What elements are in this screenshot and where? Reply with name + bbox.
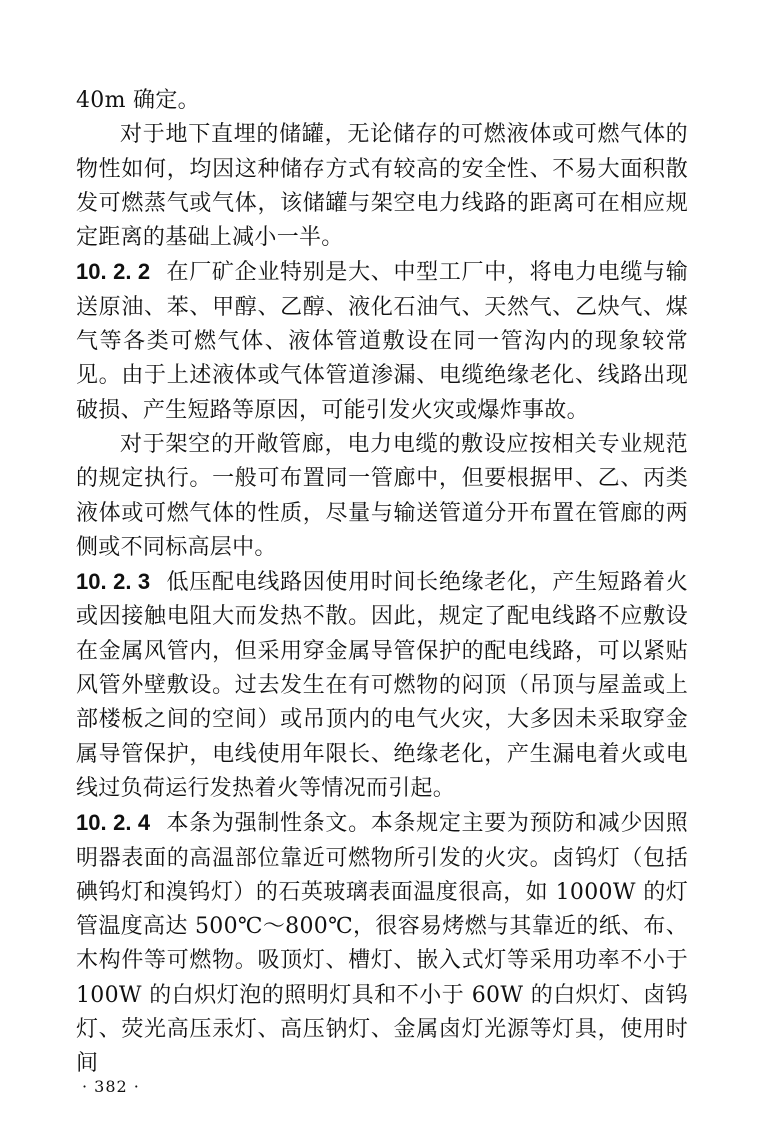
clause-number: 10. 2. 2	[76, 259, 151, 285]
page-number: · 382 ·	[82, 1077, 140, 1096]
paragraph-2	[76, 118, 688, 255]
paragraph-text: 对于地下直埋的储罐，无论储存的可燃液体或可燃气体的物性如何，均因这种储存方式有较高的安全性、不易大面积散发可燃蒸气或气体，该储罐与架空电力线路的距离可在相应规定距离的基础上减小一半。	[76, 122, 688, 251]
paragraph-text: 40m 确定。	[76, 88, 200, 113]
paragraph-text: 本条为强制性条文。本条规定主要为预防和减少因照明器表面的高温部位靠近可燃物所引发的火灾。卤钨灯（包括碘钨灯和溴钨灯）的石英玻璃表面温度很高，如 1000W 的灯管温度高达 500℃～800℃，很容易烤燃与其靠近的纸、布、木构件等可燃物。吸顶灯、槽灯、嵌入式灯等采用功率不小于 100W 的白炽灯泡的照明灯具和不小于 60W 的白炽灯、卤钨灯、荧光高压汞灯、高压钠灯、金属卤灯光源等灯具，使用时间	[76, 811, 689, 1077]
paragraph-text: 低压配电线路因使用时间长绝缘老化，产生短路着火或因接触电阻大而发热不散。因此，规定了配电线路不应敷设在金属风管内，但采用穿金属导管保护的配电线路，可以紧贴风管外壁敷设。过去发生在有可燃物的闷顶（吊顶与屋盖或上部楼板之间的空间）或吊顶内的电气火灾，大多因未采取穿金属导管保护，电线使用年限长、绝缘老化，产生漏电着火或电线过负荷运行发热着火等情况而引起。	[76, 570, 689, 801]
clause-10-2-2	[76, 255, 688, 427]
clause-10-2-4	[76, 806, 688, 1081]
paragraph-1	[76, 84, 688, 118]
clause-number: 10. 2. 3	[76, 569, 151, 595]
document-body	[76, 84, 688, 1082]
paragraph-text: 在厂矿企业特别是大、中型工厂中，将电力电缆与输送原油、苯、甲醇、乙醇、液化石油气、天然气、乙炔气、煤气等各类可燃气体、液体管道敷设在同一管沟内的现象较常见。由于上述液体或气体管道渗漏、电缆绝缘老化、线路出现破损、产生短路等原因，可能引发火灾或爆炸事故。	[76, 260, 689, 423]
clause-number: 10. 2. 4	[76, 810, 151, 836]
paragraph-text: 对于架空的开敞管廊，电力电缆的敷设应按相关专业规范的规定执行。一般可布置同一管廊中，但要根据甲、乙、丙类液体或可燃气体的性质，尽量与输送管道分开布置在管廊的两侧或不同标高层中。	[76, 431, 688, 560]
clause-10-2-3	[76, 565, 688, 806]
paragraph-4	[76, 428, 688, 565]
